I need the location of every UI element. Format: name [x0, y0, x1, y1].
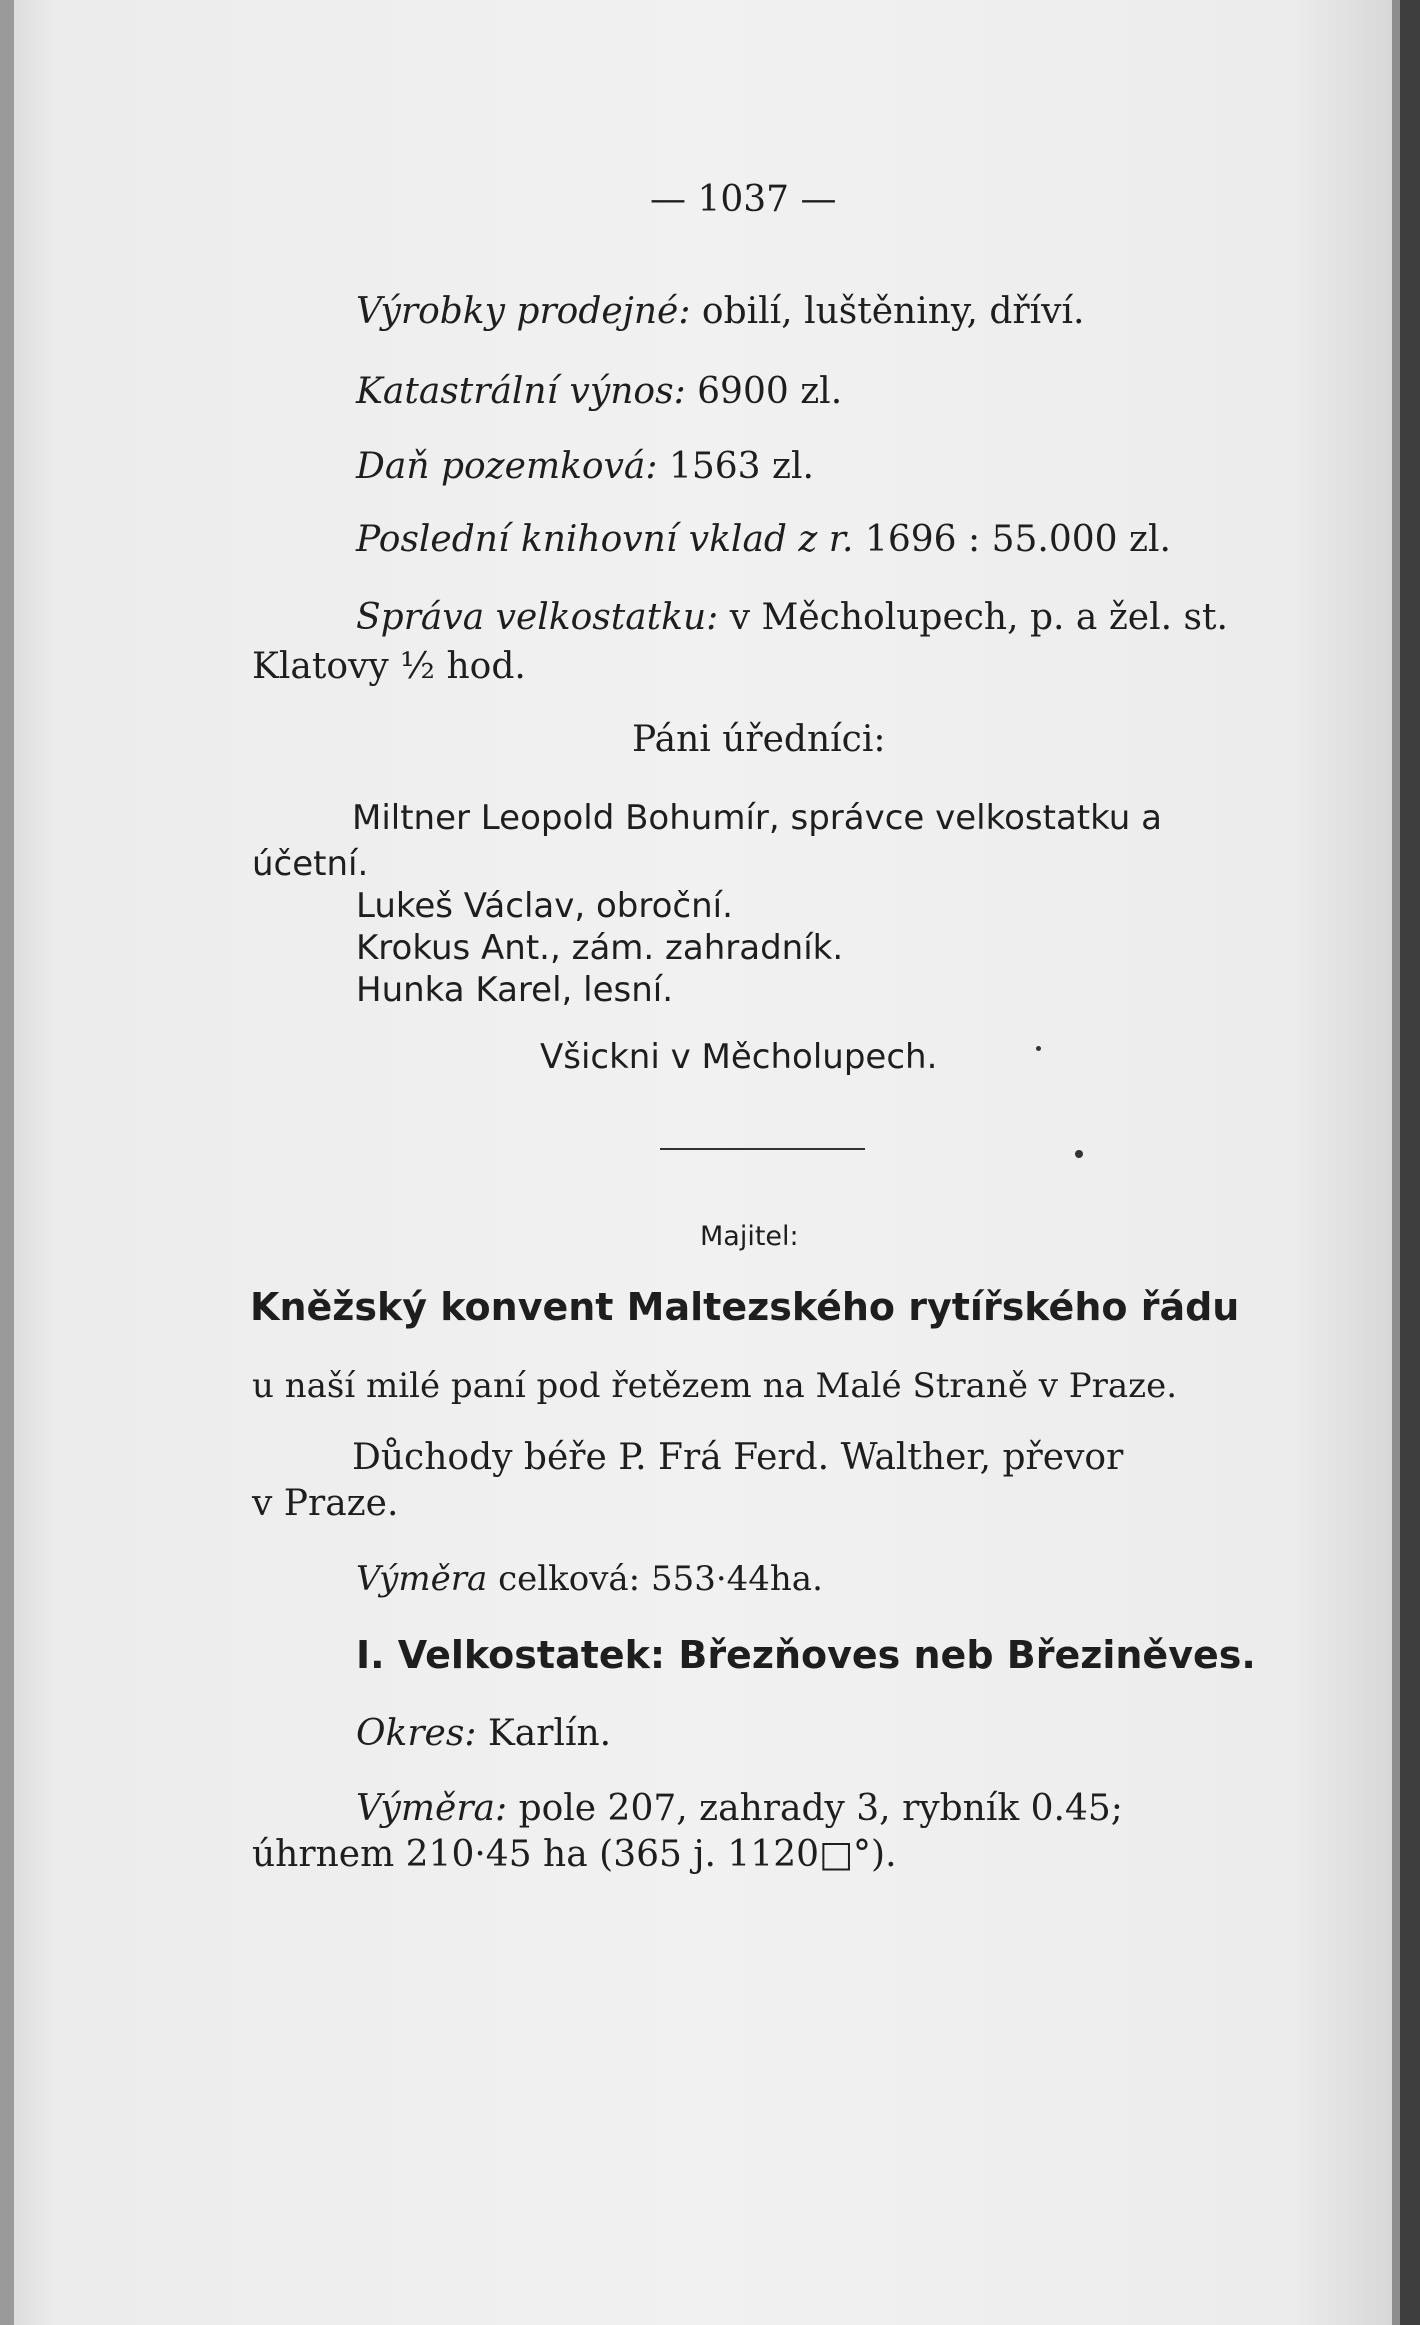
owner-name: Kněžský konvent Maltezského rytířského řádu [250, 1285, 1240, 1329]
dan-value: 1563 zl. [668, 446, 814, 487]
velkostatek-heading: I. Velkostatek: Březňoves neb Březiněves. [356, 1633, 1256, 1677]
katastr-label: Katastrální výnos: [356, 371, 686, 412]
sprava-label: Správa velkostatku: [356, 597, 719, 638]
vymera-value: celková: 553·44ha. [498, 1559, 823, 1599]
okres-value: Karlín. [487, 1713, 612, 1754]
majitel-label: Majitel: [700, 1221, 799, 1252]
vymera2-line [356, 1787, 1123, 1831]
sprava-value: v Měcholupech, p. a žel. st. [729, 597, 1228, 638]
vymera2-value: pole 207, zahrady 3, rybník 0.45; [518, 1788, 1123, 1829]
official-1-line-b: účetní. [252, 844, 369, 884]
page-right-edge [1400, 0, 1420, 2325]
official-2: Lukeš Václav, obroční. [356, 886, 733, 926]
owner-address: u naší milé paní pod řetězem na Malé Straně v Praze. [252, 1366, 1178, 1406]
vklad-value: 1696 : 55.000 zl. [864, 519, 1171, 560]
duchody-line-a: Důchody béře P. Frá Ferd. Walther, převor [352, 1437, 1124, 1478]
urednici-heading: Páni úředníci: [632, 719, 886, 760]
okres-line [356, 1712, 611, 1756]
print-speck [1036, 1046, 1041, 1051]
section-divider [660, 1148, 865, 1150]
page-left-edge [0, 0, 14, 2325]
okres-label: Okres: [356, 1713, 477, 1754]
official-1-line-a: Miltner Leopold Bohumír, správce velkostatku a [352, 798, 1162, 838]
vymera-line [356, 1557, 823, 1601]
katastr-value: 6900 zl. [697, 371, 843, 412]
official-4: Hunka Karel, lesní. [356, 970, 674, 1010]
page-right-shadow [1392, 0, 1400, 2325]
print-speck [1075, 1150, 1083, 1158]
vyrobky-value: obilí, luštěniny, dříví. [701, 291, 1085, 332]
vymera2-label: Výměra: [356, 1788, 508, 1829]
duchody-line-b: v Praze. [252, 1483, 399, 1524]
katastr-line [356, 370, 842, 414]
vymera2-continuation: úhrnem 210·45 ha (365 j. 1120□°). [252, 1834, 897, 1875]
sprava-continuation: Klatovy ½ hod. [252, 646, 526, 687]
vymera-label: Výměra [356, 1559, 488, 1599]
vklad-line [356, 518, 1171, 562]
dan-line [356, 445, 814, 489]
vyrobky-label: Výrobky prodejné: [356, 291, 691, 332]
page-number: — 1037 — [650, 179, 837, 220]
dan-label: Daň pozemková: [356, 446, 658, 487]
vyrobky-line [356, 290, 1084, 334]
sprava-line [356, 596, 1228, 640]
vklad-label: Poslední knihovní vklad z r. [356, 519, 854, 560]
vsickni-line: Všickni v Měcholupech. [540, 1037, 938, 1077]
official-3: Krokus Ant., zám. zahradník. [356, 928, 844, 968]
